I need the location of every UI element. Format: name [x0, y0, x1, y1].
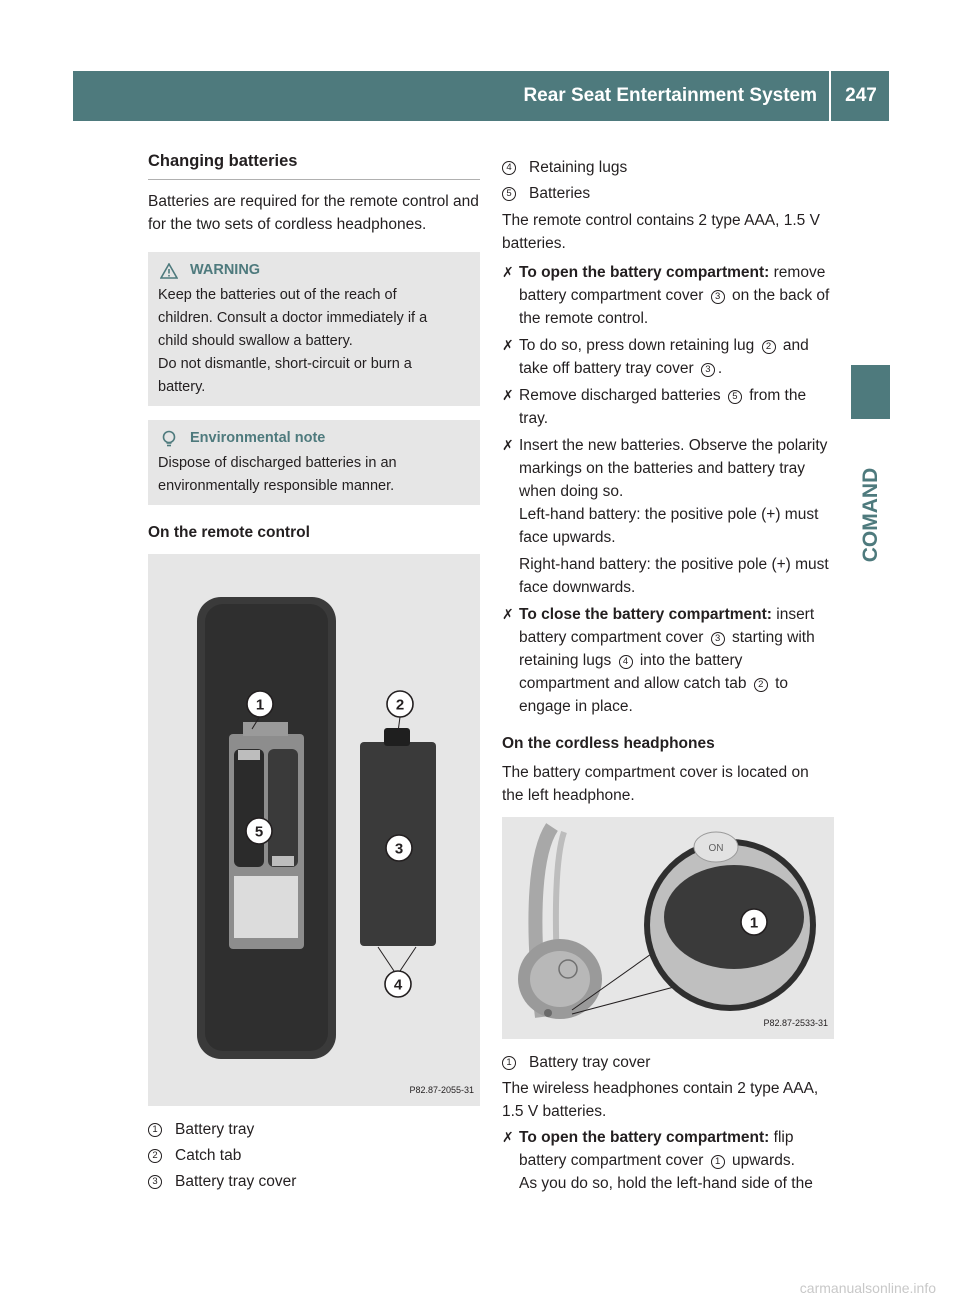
- callout-3: [386, 835, 412, 861]
- right-column: [502, 156, 834, 1199]
- remote-control-illustration: [148, 554, 480, 1106]
- legend-item: 1 Battery tray: [148, 1118, 480, 1141]
- step-marker-icon: ✗: [502, 1129, 514, 1145]
- environmental-note-box: [148, 420, 480, 505]
- left-column: [148, 150, 480, 1196]
- environmental-note-title: Environmental note: [190, 430, 326, 446]
- remote-heading: On the remote control: [148, 524, 310, 541]
- callout-1: [741, 909, 767, 935]
- svg-text:4: 4: [393, 976, 403, 994]
- headphones-batteries-text: The wireless headphones contain 2 type AAA, 1.5 V batteries.: [502, 1080, 819, 1120]
- page-title: Rear Seat Entertainment System: [523, 85, 817, 106]
- instruction-step: ✗ To open the battery compartment: remove battery compartment cover 3 on the back of the remote control.: [502, 261, 834, 330]
- instruction-step: ✗ To open the battery compartment: flip battery compartment cover 1 upwards. As you do so, hold the left-hand side of the: [502, 1126, 834, 1195]
- headphones-illustration: [502, 817, 834, 1039]
- side-tab-label: COMAND: [859, 467, 882, 563]
- warning-triangle-icon: [158, 263, 180, 279]
- callout-number: 1: [148, 1123, 162, 1137]
- page-number: 247: [845, 85, 877, 106]
- callout-number: 1: [502, 1056, 516, 1070]
- figure-code: P82.87-2533-31: [763, 1018, 828, 1028]
- legend-item: 2 Catch tab: [148, 1144, 480, 1167]
- legend-item: 3 Battery tray cover: [148, 1170, 480, 1193]
- instruction-step: ✗ Insert the new batteries. Observe the polarity markings on the batteries and battery tray when doing so. Left-hand battery: the positive pole (+) must face upwards. Right-hand battery: the positive pole (+) must face downwards.: [502, 434, 834, 599]
- callout-number: 3: [148, 1175, 162, 1189]
- figure-code: P82.87-2055-31: [409, 1085, 474, 1095]
- svg-text:2: 2: [395, 696, 405, 714]
- svg-text:3: 3: [394, 840, 404, 858]
- instruction-step: ✗ To do so, press down retaining lug 2 and take off battery tray cover 3 .: [502, 334, 834, 380]
- svg-text:1: 1: [749, 914, 759, 932]
- legend-item: 1 Battery tray cover: [502, 1051, 834, 1074]
- intro-paragraph: Batteries are required for the remote control and for the two sets of cordless headphones.: [148, 193, 479, 233]
- warning-line: Keep the batteries out of the reach of: [158, 287, 397, 303]
- step-marker-icon: ✗: [502, 437, 514, 453]
- step-marker-icon: ✗: [502, 606, 514, 622]
- section-heading: Changing batteries: [148, 150, 480, 180]
- warning-line: child should swallow a battery.: [158, 333, 353, 349]
- header-divider: [829, 71, 831, 121]
- step-marker-icon: ✗: [502, 387, 514, 403]
- headphones-figure: [502, 817, 834, 1039]
- legend-item: 5 Batteries: [502, 182, 834, 205]
- remote-control-figure: [148, 554, 480, 1106]
- lightbulb-icon: [158, 430, 180, 448]
- callout-number: 2: [148, 1149, 162, 1163]
- callout-number: 4: [502, 161, 516, 175]
- environmental-note-text: Dispose of discharged batteries in an environmentally responsible manner.: [158, 455, 397, 494]
- remote-batteries-text: The remote control contains 2 type AAA, 1.5 V batteries.: [502, 212, 820, 252]
- instruction-step: ✗ Remove discharged batteries 5 from the tray.: [502, 384, 834, 430]
- callout-4: [385, 971, 411, 997]
- warning-title: WARNING: [190, 262, 261, 278]
- legend-item: 4 Retaining lugs: [502, 156, 834, 179]
- header-bar: [73, 71, 889, 121]
- warning-line: children. Consult a doctor immediately if a: [158, 310, 428, 326]
- step-marker-icon: ✗: [502, 264, 514, 280]
- watermark: carmanualsonline.info: [799, 1280, 936, 1296]
- side-tab-marker: [851, 365, 890, 419]
- callout-5: [246, 818, 272, 844]
- headphones-heading: On the cordless headphones: [502, 735, 715, 752]
- svg-text:5: 5: [254, 823, 264, 841]
- headphones-intro: The battery compartment cover is located on the left headphone.: [502, 764, 809, 804]
- on-button-label: ON: [708, 843, 724, 854]
- warning-line: Do not dismantle, short-circuit or burn a: [158, 356, 412, 372]
- callout-2: [387, 691, 413, 717]
- callout-1: [247, 691, 273, 717]
- step-marker-icon: ✗: [502, 337, 514, 353]
- svg-text:1: 1: [255, 696, 265, 714]
- warning-box: [148, 252, 480, 406]
- instruction-step: ✗ To close the battery compartment: insert battery compartment cover 3 starting with retaining lugs 4 into the battery compartment and allow catch tab 2 to engage in place.: [502, 603, 834, 718]
- callout-number: 5: [502, 187, 516, 201]
- warning-line: battery.: [158, 379, 206, 395]
